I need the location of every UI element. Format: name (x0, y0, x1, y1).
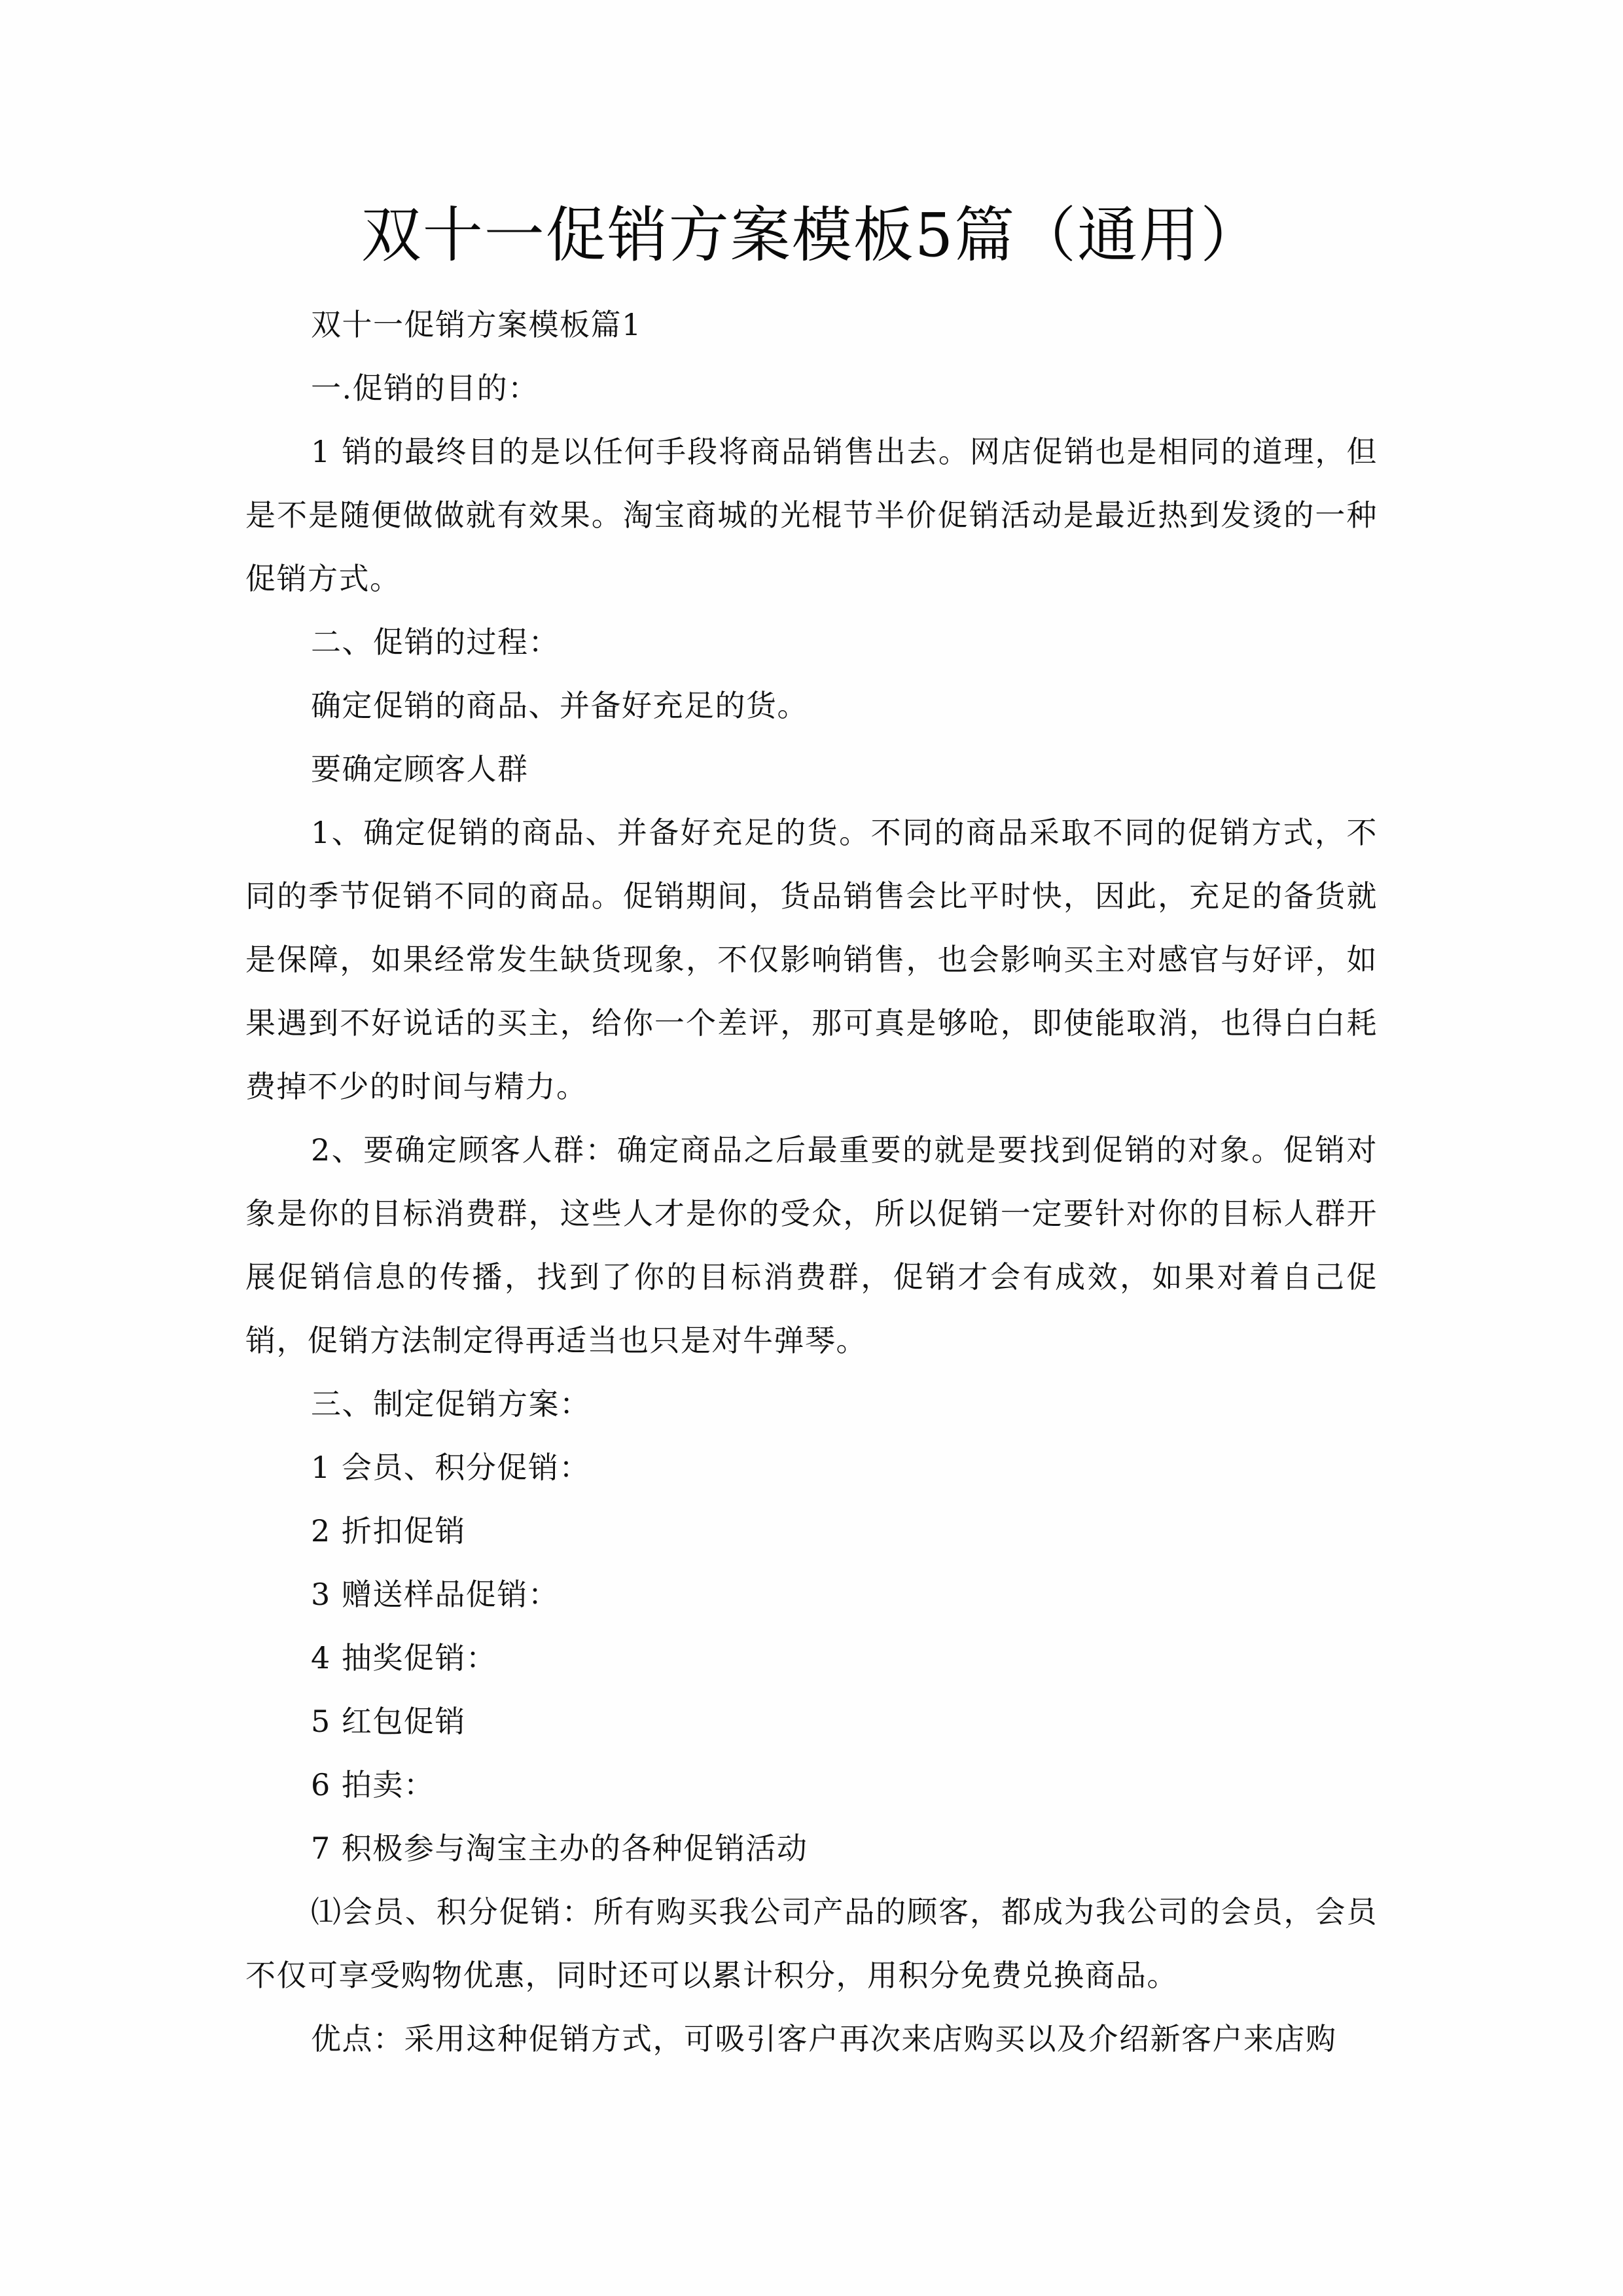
heading-plan: 三、制定促销方案： (311, 1386, 591, 1422)
paragraph: 确定促销的商品、并备好充足的货。 (311, 688, 808, 723)
list-item: 4 抽奖促销： (311, 1640, 497, 1676)
list-item: 6 拍卖： (311, 1767, 435, 1803)
list-item: 2 折扣促销 (311, 1513, 466, 1549)
heading-process: 二、促销的过程： (311, 624, 560, 660)
paragraph: 要确定顾客人群 (311, 751, 529, 787)
heading-purpose: 一.促销的目的： (311, 370, 539, 406)
list-item: 1 会员、积分促销： (311, 1450, 590, 1485)
paragraph: 2、要确定顾客人群：确定商品之后最重要的就是要找到促销的对象。促销对象是你的目标消费群，这些人才是你的受众，所以促销一定要针对你的目标人群开展促销信息的传播，找到了你的目标消费群，促销才会有成效，如果对着自己促销，促销方法制定得再适当也只是对牛弹琴。 (245, 1132, 1378, 1358)
document-title: 双十一促销方案模板5篇（通用） (361, 200, 1262, 270)
paragraph: 1 销的最终目的是以任何手段将商品销售出去。网店促销也是相同的道理，但是不是随便做做就有效果。淘宝商城的光棍节半价促销活动是最近热到发烫的一种促销方式。 (245, 434, 1378, 596)
list-item: 3 赠送样品促销： (311, 1577, 560, 1612)
list-item: 7 积极参与淘宝主办的各种促销活动 (311, 1831, 808, 1866)
document-body (245, 293, 1378, 2071)
section-subtitle: 双十一促销方案模板篇1 (311, 307, 642, 342)
paragraph: ⑴会员、积分促销：所有购买我公司产品的顾客，都成为我公司的会员，会员不仅可享受购物优惠，同时还可以累计积分，用积分免费兑换商品。 (245, 1894, 1378, 1993)
paragraph: 1、确定促销的商品、并备好充足的货。不同的商品采取不同的促销方式，不同的季节促销不同的商品。促销期间，货品销售会比平时快，因此，充足的备货就是保障，如果经常发生缺货现象，不仅影响销售，也会影响买主对感官与好评，如果遇到不好说话的买主，给你一个差评，那可真是够呛，即使能取消，也得白白耗费掉不少的时间与精力。 (245, 815, 1378, 1104)
paragraph: 优点：采用这种促销方式，可吸引客户再次来店购买以及介绍新客户来店购 (311, 2021, 1337, 2056)
list-item: 5 红包促销 (311, 1704, 466, 1739)
